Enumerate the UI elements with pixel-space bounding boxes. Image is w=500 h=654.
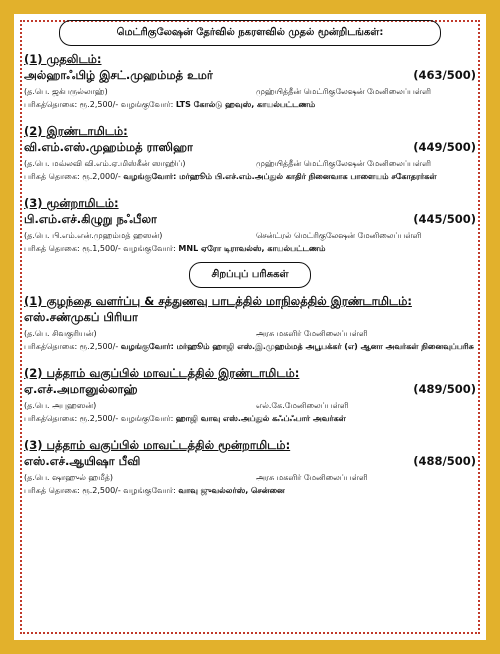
award-entry bbox=[24, 196, 476, 254]
school-name: எல்.கே.மேனிலைப்பள்ளி bbox=[256, 401, 349, 410]
prize-amount: பரிசுத்தொகை: ரூ.2,500/- வழங்குவோர்: bbox=[24, 100, 174, 109]
sponsor-name: MNL ஏரோ டிராவல்ஸ், காயல்பட்டணம் bbox=[178, 244, 326, 253]
notice-page bbox=[24, 20, 476, 496]
sponsor-name: ஹாஜி வாவு எஸ்.அப்துல் கஃப்ஃபார் அவர்கள் bbox=[175, 414, 346, 423]
award-entry bbox=[24, 52, 476, 110]
parent-name: (த.பெ. அபுஹஸன்) bbox=[24, 401, 97, 410]
prize-amount: பரிசுத் தொகை: ரூ.2,500/- வழங்குவோர்: bbox=[24, 486, 176, 495]
award-entry bbox=[24, 124, 476, 182]
student-name: எஸ்.எச்.ஆயிஷா பீவி bbox=[24, 454, 141, 468]
sponsor-name: வழங்குவோர்: மர்ஹூம் ஹாஜி எஸ்.இ.முஹம்மத் அபூபக்கர் (எ) ஆனா அவர்கள் நினைவுப்பரிசு bbox=[120, 342, 474, 351]
student-score: (488/500) bbox=[413, 454, 476, 468]
award-rank: (1) முதலிடம்: bbox=[24, 52, 102, 66]
student-name: பி.எம்.எச்.கிழுறு நஃபீலா bbox=[24, 212, 157, 226]
prize-amount: பரிசுத் தொகை: ரூ.2,000/- bbox=[24, 172, 121, 181]
school-name: அரசு மகளிர் மேனிலைப்பள்ளி bbox=[256, 329, 368, 338]
award-rank: (1) குழந்தை வளர்ப்பு & சத்துணவு பாடத்தில் மாநிலத்தில் இரண்டாமிடம்: bbox=[24, 294, 412, 308]
student-score: (449/500) bbox=[413, 140, 476, 154]
student-score: (489/500) bbox=[413, 382, 476, 396]
prize-line bbox=[24, 486, 476, 496]
prize-amount: பரிசுத்தொகை: ரூ.2,500/- வழங்குவோர்: bbox=[24, 414, 174, 423]
prize-line bbox=[24, 100, 476, 110]
sponsor-name: LTS கோல்டு ஹவுஸ், காயல்பட்டணம் bbox=[175, 100, 316, 109]
school-name: முஹ்யித்தீன் மெட்ரிகுலேஷன் மேனிலைப்பள்ளி bbox=[256, 159, 431, 168]
student-score: (445/500) bbox=[413, 212, 476, 226]
page-title: மெட்ரிகுலேஷன் தேர்வில் நகரளவில் முதல் மூன்றிடங்கள்: bbox=[59, 20, 441, 46]
parent-name: (த.பெ. மவ்லவி வி.எம்.ஏ.மிஸ்கீன் ஸாஹிப்) bbox=[24, 159, 186, 168]
prize-line bbox=[24, 244, 476, 254]
prize-amount: பரிசுத் தொகை: ரூ.1,500/- வழங்குவோர்: bbox=[24, 244, 176, 253]
school-name: அரசு மகளிர் மேனிலைப்பள்ளி bbox=[256, 473, 368, 482]
award-entry bbox=[24, 366, 476, 424]
sponsor-name: வழங்குவோர்: மர்ஹூம் பி.எச்.எம்.அப்துல் காதிர் நினைவாக பாளையம் சகோதரர்கள் bbox=[123, 172, 437, 181]
parent-name: (த.பெ. ஷாஹுல் ஹமீத்) bbox=[24, 473, 114, 482]
winners-list bbox=[24, 52, 476, 254]
special-prizes-list bbox=[24, 294, 476, 496]
parent-name: (த.பெ. ஜக்பருல்லாஹ்) bbox=[24, 87, 108, 96]
school-name: சென்ட்ரல் மெட்ரிகுலேஷன் மேனிலைப்பள்ளி bbox=[256, 231, 422, 240]
prize-line bbox=[24, 342, 476, 352]
award-rank: (2) பத்தாம் வகுப்பில் மாவட்டத்தில் இரண்டாமிடம்: bbox=[24, 366, 300, 380]
award-entry bbox=[24, 294, 476, 352]
parent-name: (த.பெ. பி.எம்.என்.முஹம்மத் ஹஸன்) bbox=[24, 231, 163, 240]
prize-amount: பரிசுத்தொகை: ரூ.2,500/- bbox=[24, 342, 119, 351]
prize-line bbox=[24, 172, 476, 182]
student-name: எஸ்.சண்முகப் பிரியா bbox=[24, 310, 139, 324]
student-name: ஏ.எச்.அமானுல்லாஹ் bbox=[24, 382, 138, 396]
award-entry bbox=[24, 438, 476, 496]
student-name: அல்ஹாஃபிழ் இசட்.முஹம்மத் உமர் bbox=[24, 68, 213, 82]
special-prizes-title: சிறப்புப் பரிசுகள் bbox=[189, 262, 311, 288]
student-score: (463/500) bbox=[413, 68, 476, 82]
prize-line bbox=[24, 414, 476, 424]
student-name: வி.எம்.எஸ்.முஹம்மத் ராஸிஹா bbox=[24, 140, 194, 154]
award-rank: (3) மூன்றாமிடம்: bbox=[24, 196, 119, 210]
parent-name: (த.பெ. சிவகுரியன்) bbox=[24, 329, 97, 338]
sponsor-name: வாவு ஜுவல்லர்ஸ், சென்னை bbox=[178, 486, 285, 495]
award-rank: (3) பத்தாம் வகுப்பில் மாவட்டத்தில் மூன்றாமிடம்: bbox=[24, 438, 291, 452]
school-name: முஹ்யித்தீன் மெட்ரிகுலேஷன் மேனிலைப்பள்ளி bbox=[256, 87, 431, 96]
award-rank: (2) இரண்டாமிடம்: bbox=[24, 124, 128, 138]
